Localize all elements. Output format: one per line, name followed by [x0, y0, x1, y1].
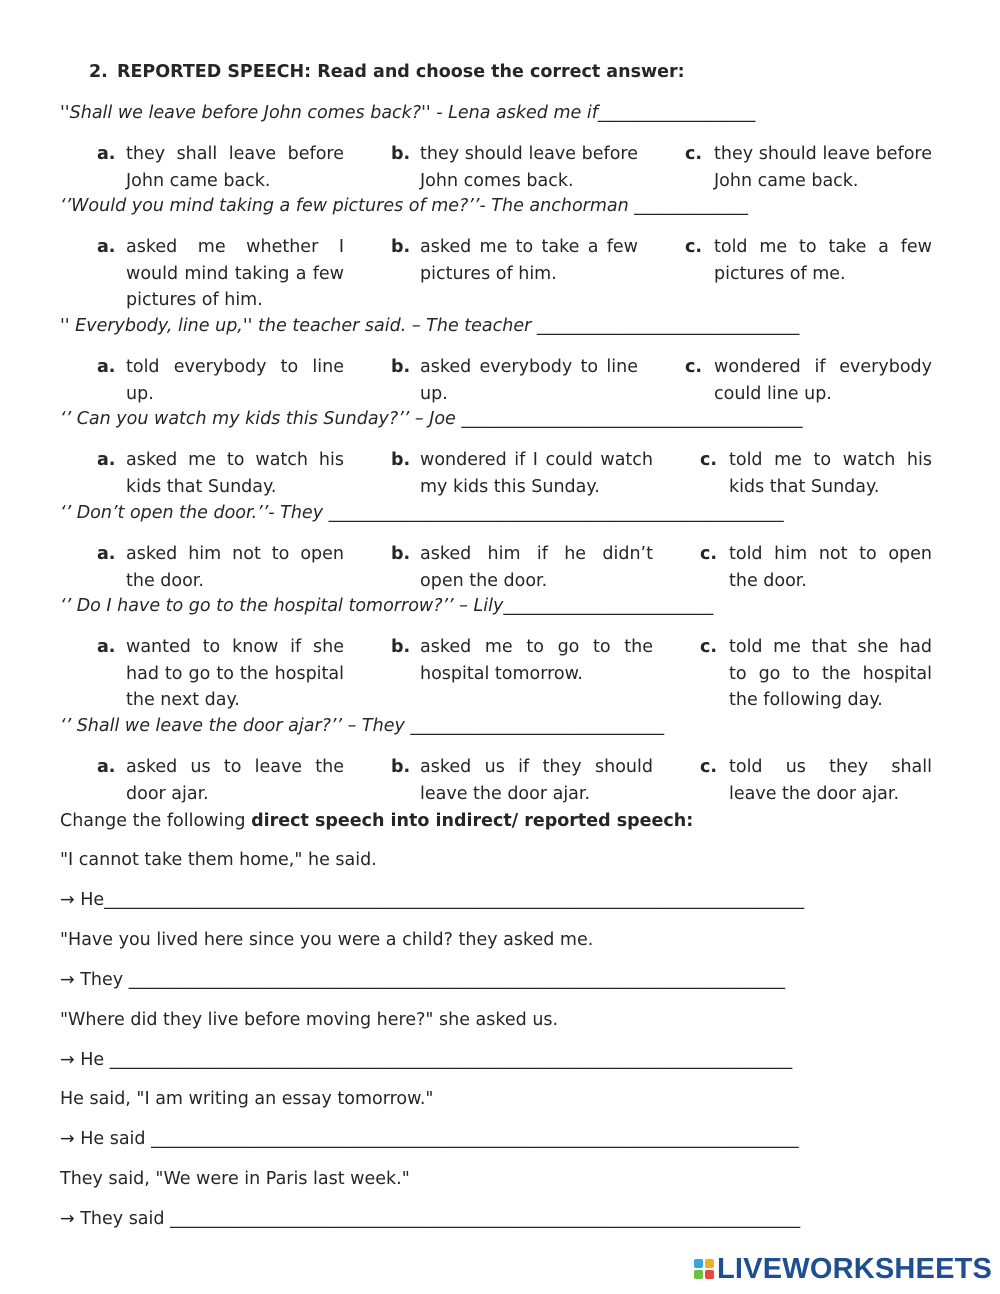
option-label: c.: [700, 637, 718, 657]
option-text: told me to watch his kids that Sunday.: [729, 450, 932, 497]
answer-option[interactable]: [700, 634, 932, 714]
option-label: c.: [685, 357, 703, 377]
question-prompt: ‘’ Don’t open the door.’’- They ____________________________________________________: [60, 503, 784, 523]
option-label: c.: [700, 450, 718, 470]
answer-option[interactable]: [391, 541, 653, 594]
option-label: b.: [391, 757, 411, 777]
option-label: c.: [700, 757, 718, 777]
answer-option[interactable]: [97, 234, 344, 314]
question-prompt: ''Shall we leave before John comes back?'' - Lena asked me if__________________: [60, 103, 756, 123]
direct-sentence: "Where did they live before moving here?" she asked us.: [60, 1010, 559, 1030]
direct-sentence: He said, "I am writing an essay tomorrow.": [60, 1089, 434, 1109]
option-label: b.: [391, 144, 411, 164]
option-text: told everybody to line up.: [126, 357, 344, 404]
section-heading: [89, 62, 685, 82]
answer-option[interactable]: [97, 634, 344, 714]
answer-option[interactable]: [97, 354, 344, 407]
instruction-bold: direct speech into indirect/ reported speech:: [251, 811, 694, 831]
option-text: told me that she had to go to the hospital the following day.: [729, 637, 932, 710]
option-label: c.: [700, 544, 718, 564]
option-text: told me to take a few pictures of me.: [714, 237, 932, 284]
answer-line[interactable]: → He ______________________________________________________________________________: [60, 1050, 793, 1070]
logo-square: [694, 1259, 703, 1268]
option-text: asked him not to open the door.: [126, 544, 344, 591]
option-text: they shall leave before John came back.: [126, 144, 344, 191]
answer-option[interactable]: [700, 754, 932, 807]
option-text: asked me to watch his kids that Sunday.: [126, 450, 344, 497]
question-prompt: ‘’ Do I have to go to the hospital tomorrow?’’ – Lily________________________: [60, 596, 714, 616]
option-text: wondered if I could watch my kids this Sunday.: [420, 450, 653, 497]
answer-option[interactable]: [685, 141, 932, 194]
answer-option[interactable]: [700, 541, 932, 594]
option-label: b.: [391, 357, 411, 377]
answer-option[interactable]: [391, 447, 653, 500]
option-label: a.: [97, 544, 116, 564]
answer-option[interactable]: [391, 634, 653, 687]
option-text: told us they shall leave the door ajar.: [729, 757, 932, 804]
option-text: asked me whether I would mind taking a few pictures of him.: [126, 237, 344, 310]
answer-option[interactable]: [685, 354, 932, 407]
option-text: they should leave before John comes back.: [420, 144, 638, 191]
answer-option[interactable]: [391, 141, 638, 194]
section-number: 2.: [89, 62, 108, 82]
option-label: a.: [97, 357, 116, 377]
logo-text: LIVEWORKSHEETS: [717, 1253, 993, 1285]
option-text: asked him if he didn’t open the door.: [420, 544, 653, 591]
option-label: c.: [685, 237, 703, 257]
answer-option[interactable]: [391, 354, 638, 407]
option-text: asked us if they should leave the door ajar.: [420, 757, 653, 804]
option-text: asked me to take a few pictures of him.: [420, 237, 638, 284]
answer-line[interactable]: → He________________________________________________________________________________: [60, 890, 805, 910]
question-prompt: ‘’Would you mind taking a few pictures of me?’’- The anchorman _____________: [60, 196, 749, 216]
question-prompt: ‘’ Shall we leave the door ajar?’’ – They _____________________________: [60, 716, 665, 736]
answer-option[interactable]: [391, 754, 653, 807]
answer-option[interactable]: [391, 234, 638, 287]
answer-option[interactable]: [97, 447, 344, 500]
option-text: asked me to go to the hospital tomorrow.: [420, 637, 653, 684]
answer-line[interactable]: → He said __________________________________________________________________________: [60, 1129, 799, 1149]
question-prompt: '' Everybody, line up,'' the teacher said. – The teacher ______________________________: [60, 316, 800, 336]
option-label: b.: [391, 544, 411, 564]
option-label: a.: [97, 144, 116, 164]
option-label: a.: [97, 637, 116, 657]
option-label: b.: [391, 450, 411, 470]
instruction-plain: Change the following: [60, 811, 252, 831]
option-text: asked us to leave the door ajar.: [126, 757, 344, 804]
question-prompt: ‘’ Can you watch my kids this Sunday?’’ – Joe _______________________________________: [60, 409, 803, 429]
option-text: wondered if everybody could line up.: [714, 357, 932, 404]
option-text: told him not to open the door.: [729, 544, 932, 591]
option-label: a.: [97, 757, 116, 777]
option-text: asked everybody to line up.: [420, 357, 638, 404]
option-text: they should leave before John came back.: [714, 144, 932, 191]
answer-option[interactable]: [685, 234, 932, 287]
liveworksheets-logo: [694, 1254, 992, 1284]
logo-mark-icon: [694, 1259, 714, 1279]
answer-line[interactable]: → They said ________________________________________________________________________: [60, 1209, 801, 1229]
direct-sentence: "Have you lived here since you were a child? they asked me.: [60, 930, 594, 950]
option-label: c.: [685, 144, 703, 164]
answer-option[interactable]: [700, 447, 932, 500]
answer-option[interactable]: [97, 754, 344, 807]
answer-option[interactable]: [97, 541, 344, 594]
section-title: REPORTED SPEECH: Read and choose the correct answer:: [117, 62, 685, 82]
option-text: wanted to know if she had to go to the hospital the next day.: [126, 637, 344, 710]
option-label: a.: [97, 237, 116, 257]
transform-instruction: [60, 811, 693, 831]
option-label: b.: [391, 237, 411, 257]
option-label: a.: [97, 450, 116, 470]
direct-sentence: "I cannot take them home," he said.: [60, 850, 377, 870]
logo-square: [694, 1270, 703, 1279]
logo-square: [705, 1259, 714, 1268]
direct-sentence: They said, "We were in Paris last week.": [60, 1169, 410, 1189]
logo-square: [705, 1270, 714, 1279]
option-label: b.: [391, 637, 411, 657]
answer-line[interactable]: → They ___________________________________________________________________________: [60, 970, 785, 990]
answer-option[interactable]: [97, 141, 344, 194]
